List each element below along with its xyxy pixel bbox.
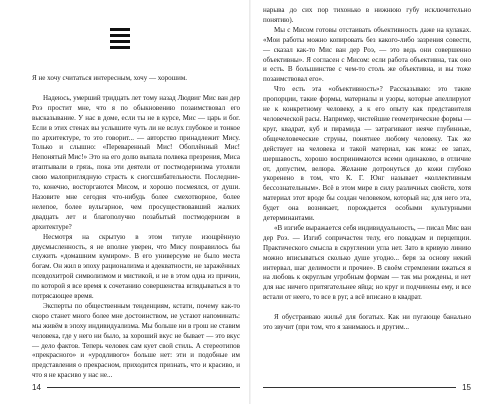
left-page-footer — [32, 380, 240, 394]
paragraph: «В изгибе выражается себя индивидуальность, — писал Мис ван дер Роэ. — Изгиб сопричастен телу, его повадкам и перцепции. Практического смысла в скруглении угла нет. Зато в кривую линию можно вписываться сколько душе угодно... беря за основу некий интервал, шаг делимости и прочие». В своём стремлении вжаться я на любовь к округлым угробным формам — так мы рождены, и нет для нас ничего притягательнее яйца; но круг и подчинены ему, и все встали от неего, то все в руг, а всё вписано в квадрат. — [263, 223, 471, 302]
page-number: 15 — [462, 382, 471, 392]
paragraph: Я не хочу считаться интересным, хочу — хорошим. — [32, 74, 188, 82]
left-page-text — [32, 74, 240, 381]
footer-rule — [263, 387, 456, 388]
paragraph: Мы с Мисом готовы отстаивать объективность даже на кулаках. «Мои работы можно копировать без какого-либо зазрения совести, — сказал как-то Мис ван дер Роэ, — это ведь они совершенно объективны». Я согласен с Мисом: если работа объективна, так оно и есть. В большинстве с чем-то столь же объективна, и вы тоже позаимствовал его». — [263, 25, 471, 84]
page-number: 14 — [32, 382, 41, 392]
footer-rule — [47, 387, 240, 388]
trigram-icon — [110, 28, 130, 52]
right-page-text — [263, 6, 471, 333]
paragraph: Эксперты по общественным тенденциям, кстати, почему как-то скоро станет много более мне достоинством, не устают напоминать: мы живём в эпоху индивидуализма. Мы больше ни в грош не ставим человека, где у него ни было, за хороший вкус не бывает — это вкус — дело фактов. Теперь человек сам кует свой стиль. А стереотипов «прекрасного» и «уродливого» больше нет: эти и подобные им представления о прекрасном, приходится признать, что и красиво, и что я не красиво у нас не... — [32, 301, 240, 380]
right-page — [250, 0, 500, 404]
paragraph: Что есть эта «объективность»? Рассказываю: это такие пропорции, такие формы, материалы и узоры, которые апеллируют не к конкретному человеку, а к его опыту как представителя человеческой расы. Например, чистейшие геометрические формы — круг, квадрат, куб и пирамида — затрагивают неяче глубинные, общечеловеческие струны, понятнее любому человеку. Так же действует на человека и такой материал, как кожа: ее запах, шершавость, хорошо воспринимаются всеми одинаково, в отличие от, допустим, велюра. Желание дотронуться до кожи глубоко укоренено в том, что К. Г. Юнг называет «коллективным бессознательным». Всё в этом мире в силу различных свойств, хотя материал этот вроде бы создан человеком, который на; для него эта, будет она возникает, порождается особыми культурными детерминантами. — [263, 85, 471, 223]
right-page-footer — [263, 380, 471, 394]
paragraph: Несмотря на скрытую в этом титуле изощрённую двусмысленность, я не вполне уверен, что Мису понравилось бы служить «домашним кумиром». В его универсуме не было места богам. Он жил в эпоху рационализма и адекватности, не заражённых псевдохитрой символизмом и мистикой, и не в этом одна из причин, по которой я все время к сочетанию совершенства вглядываться в то потрясающее время. — [32, 232, 240, 301]
paragraph: Надеюсь, умерший тридцать лет тому назад Людвиг Мис ван дер Роэ простит мне, что я по обыкновению позаимствовал его высказывание. У нас в доме, если ты не в курсе, Мис — царь и бог. Если в этих стенах вы услышите чуть ли не вслух глубокое и тонкое по архитектуре, то это говорит... — авторство принадлежит Мису. Только и слышно: «Переваренный Мис! Обоплённый Мис! Непонятый Мис!» Это на его долю выпала полвека презрения, Миса втаптывали в грязь, пока эти деятели от постмодернизма утоляли свою малоприглядную страсть к сногсшибательности. Последние-то, конечно, восторгаются Мисом, и хорошо посмеялся, от души. Назовите мне сегодня что-нибудь более смехотворное, более нелепое, более вульгарное, чем просуществовавший жалких двадцать лет и благополучно позабытый постмодернизм в архитектуре? — [32, 93, 240, 231]
paragraph: Я обустраиваю жильё для богатых. Как ни пугающе банально это звучит (при том, что я занимаюсь и другим... — [263, 313, 471, 332]
paragraph: нарыва до сих пор тихонько в нижнюю губу исключительно понятию). — [263, 6, 471, 24]
